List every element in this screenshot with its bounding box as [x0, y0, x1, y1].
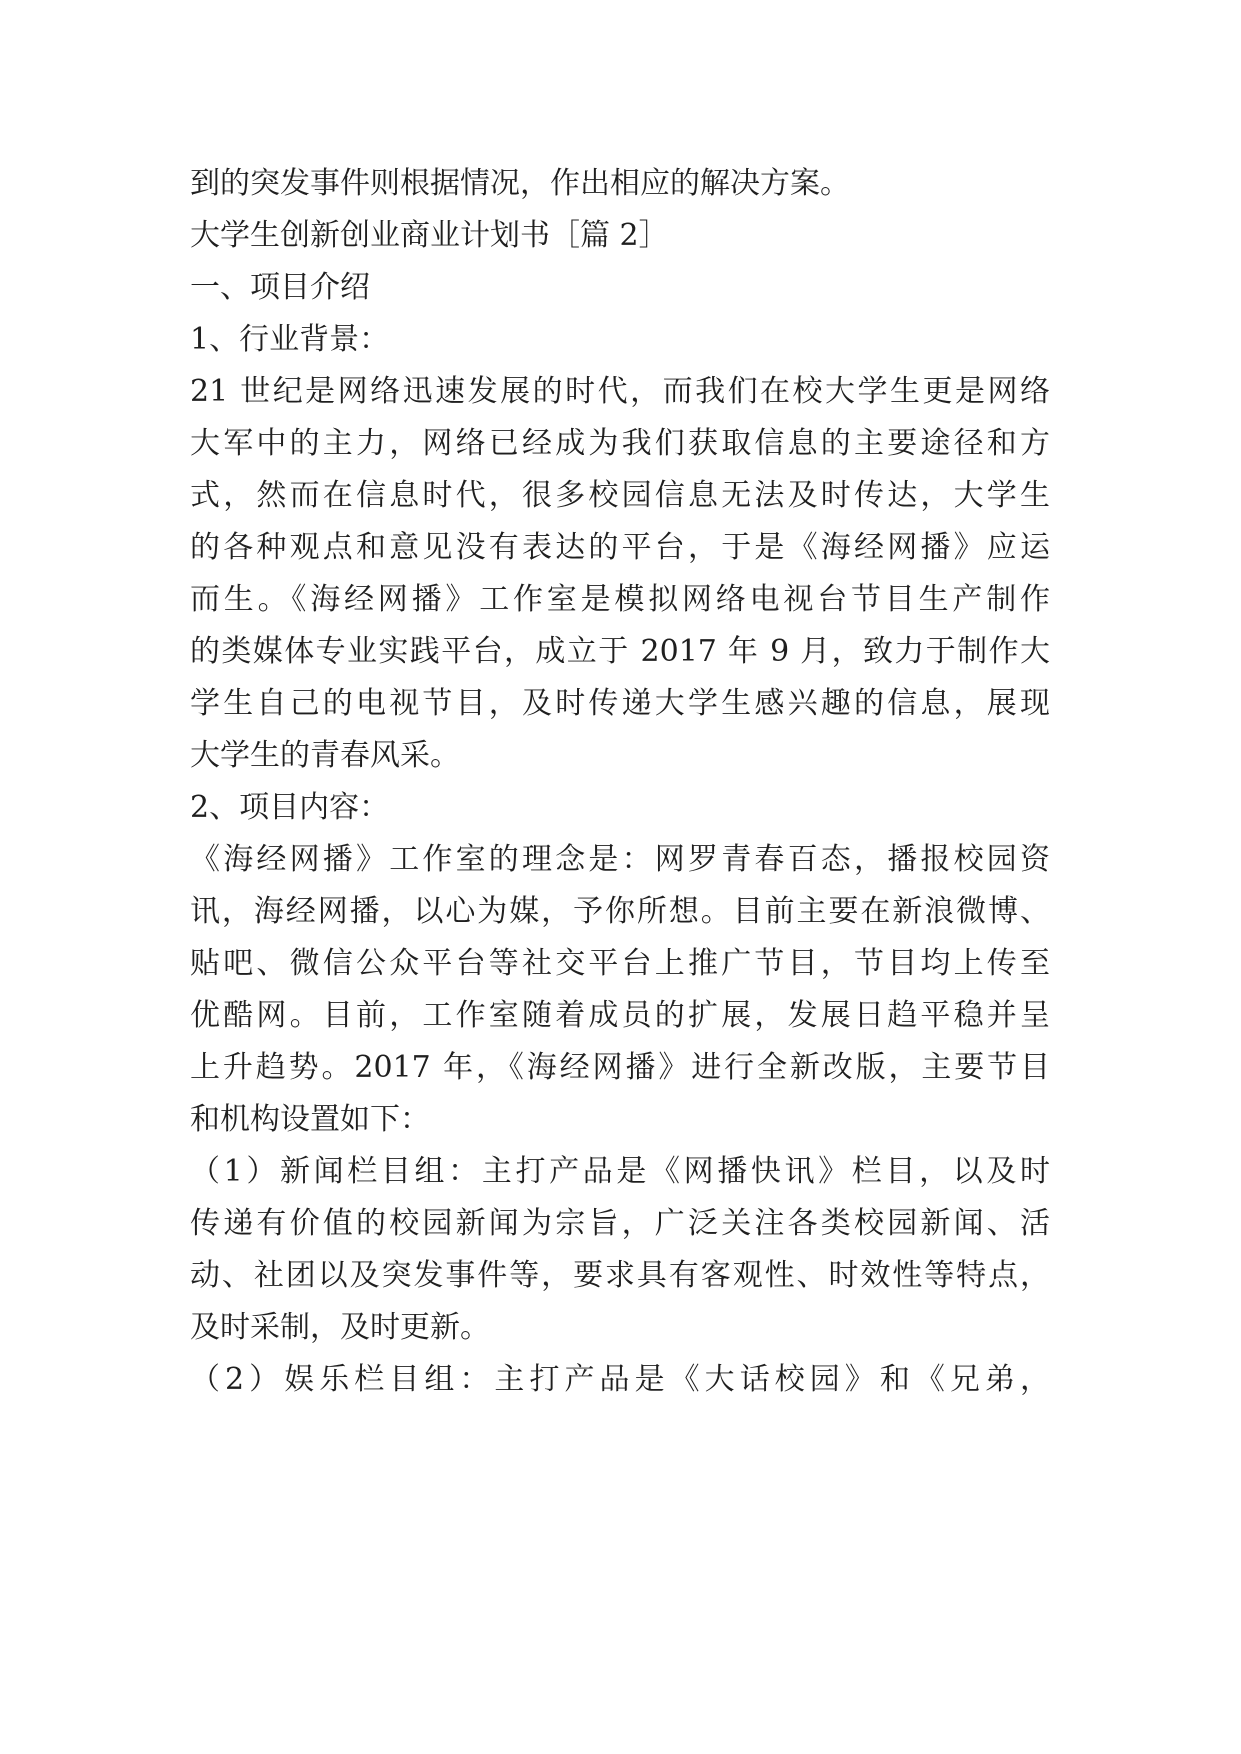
text-line: 和机构设置如下：	[190, 1102, 430, 1137]
text-line: 动、社团以及突发事件等，要求具有客观性、时效性等特点，	[190, 1258, 1050, 1293]
text-line: 贴吧、微信公众平台等社交平台上推广节目，节目均上传至	[190, 946, 1050, 981]
text-line: 式，然而在信息时代，很多校园信息无法及时传达，大学生	[190, 478, 1050, 513]
text-line: 优酷网。目前，工作室随着成员的扩展，发展日趋平稳并呈	[190, 998, 1050, 1033]
document-body	[190, 158, 1050, 1406]
text-line: 大学生创新创业商业计划书［篇 2］	[190, 218, 669, 253]
text-line: 传递有价值的校园新闻为宗旨，广泛关注各类校园新闻、活	[190, 1206, 1050, 1241]
text-line: 的各种观点和意见没有表达的平台，于是《海经网播》应运	[190, 530, 1050, 565]
text-line: （1）新闻栏目组：主打产品是《网播快讯》栏目，以及时	[190, 1154, 1050, 1189]
text-line: 一、项目介绍	[190, 270, 370, 305]
text-line: 大军中的主力，网络已经成为我们获取信息的主要途径和方	[190, 426, 1050, 461]
text-line: 1、行业背景：	[190, 322, 390, 357]
text-line: 及时采制，及时更新。	[190, 1310, 490, 1345]
text-line: 而生。《海经网播》工作室是模拟网络电视台节目生产制作	[190, 582, 1050, 617]
text-line: 的类媒体专业实践平台，成立于 2017 年 9 月，致力于制作大	[190, 634, 1050, 669]
text-line: 21 世纪是网络迅速发展的时代，而我们在校大学生更是网络	[190, 374, 1050, 409]
text-line: 学生自己的电视节目，及时传递大学生感兴趣的信息，展现	[190, 686, 1050, 721]
text-line: （2）娱乐栏目组：主打产品是《大话校园》和《兄弟，	[190, 1362, 1050, 1397]
text-line: 《海经网播》工作室的理念是：网罗青春百态，播报校园资	[190, 842, 1050, 877]
text-line: 大学生的青春风采。	[190, 738, 460, 773]
text-line: 2、项目内容：	[190, 790, 390, 825]
text-line: 到的突发事件则根据情况，作出相应的解决方案。	[190, 166, 850, 201]
text-line: 上升趋势。2017 年，《海经网播》进行全新改版，主要节目	[190, 1050, 1050, 1085]
text-line: 讯，海经网播，以心为媒，予你所想。目前主要在新浪微博、	[190, 894, 1050, 929]
